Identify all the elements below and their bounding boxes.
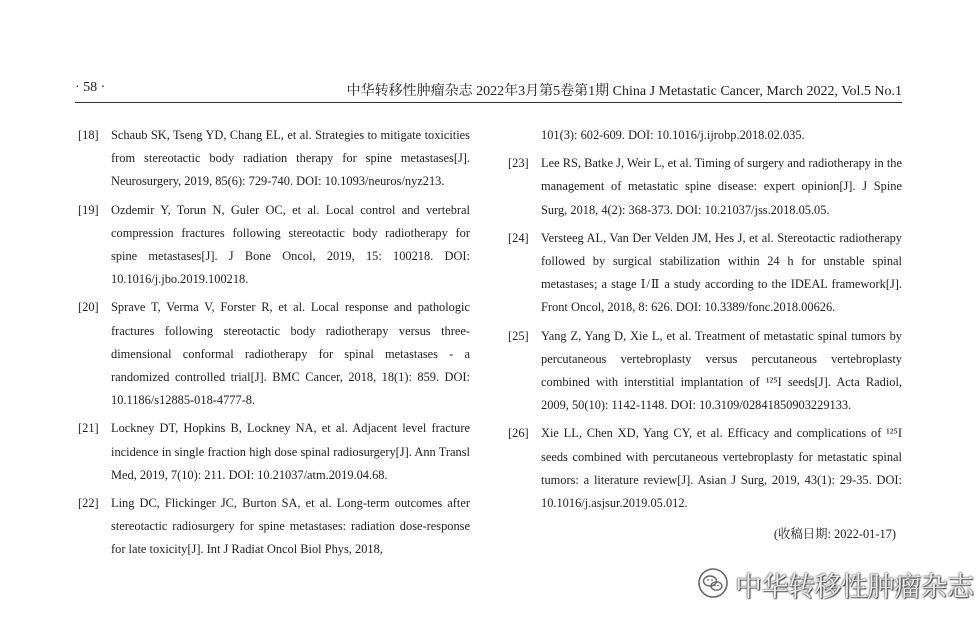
journal-citation: 中华转移性肿瘤杂志 2022年3月第5卷第1期 China J Metastatic Cancer, March 2022, Vol.5 No.1 [346,84,902,99]
reference-item [508,152,902,222]
reference-text: Ling DC, Flickinger JC, Burton SA, et al. Long-term outcomes after stereotactic radiosurgery for spine metastases: radiation dose-response for late toxicity[J]. Int J Radiat Oncol Biol Phys, 2018, [111,496,470,557]
reference-text: Sprave T, Verma V, Forster R, et al. Local response and pathologic fractures following stereotactic body radiotherapy versus three-dimensional conformal radiotherapy for spinal metastases - a randomized controlled trial[J]. BMC Cancer, 2018, 18(1): 859. DOI: 10.1186/s12885-018-4777-8. [111,300,470,408]
reference-number: [23] [508,156,529,171]
reference-number: [21] [78,421,99,436]
reference-number: [18] [78,128,99,142]
reference-text: Yang Z, Yang D, Xie L, et al. Treatment of metastatic spinal tumors by percutaneous vertebroplasty versus percutaneous vertebroplasty combined with interstitial implantation of ¹²⁵I seeds[J]. Acta Radiol, 2009, 50(10): 1142-1148. DOI: 10.3109/02841850903229133. [541,328,902,413]
page-number: · 58 · [75,80,106,95]
reference-item [78,296,470,412]
reference-number: [20] [78,300,99,315]
reference-continuation: 101(3): 602-609. DOI: 10.1016/j.ijrobp.2018.02.035. [541,128,805,142]
reference-number: [25] [508,328,529,343]
wechat-icon [697,567,729,599]
reference-item [78,492,470,562]
reference-item [78,124,470,194]
reference-item [78,199,470,292]
reference-number: [19] [78,202,99,217]
reference-text: Xie LL, Chen XD, Yang CY, et al. Efficacy and complications of ¹²⁵I seeds combined with percutaneous vertebroplasty for metastatic spinal tumors: a literature review[J]. Asian J Surg, 2019, 43(1): 29-35. DOI: 10.1016/j.asjsur.2019.05.012. [541,426,902,511]
right-column [508,124,902,546]
left-column [78,124,470,562]
reference-text: Lockney DT, Hopkins B, Lockney NA, et al. Adjacent level fracture incidence in single fraction high dose spinal radiosurgery[J]. Ann Transl Med, 2019, 7(10): 211. DOI: 10.21037/atm.2019.04.68. [111,421,470,482]
received-date: (收稿日期: 2022-01-17) [773,527,896,542]
header-rule [75,102,902,103]
reference-number: [24] [508,230,529,245]
reference-text: Schaub SK, Tseng YD, Chang EL, et al. Strategies to mitigate toxicities from stereotactic body radiation therapy for spine metastases[J]. Neurosurgery, 2019, 85(6): 729-740. DOI: 10.1093/neuros/nyz213. [111,128,470,189]
reference-number: [22] [78,496,99,511]
reference-number: [26] [508,426,529,441]
reference-text: Versteeg AL, Van Der Velden JM, Hes J, et al. Stereotactic radiotherapy followed by surgical stabilization within 24 h for unstable spinal metastases; a stage Ⅰ/Ⅱ a study according to the IDEAL framework[J]. Front Oncol, 2018, 8: 626. DOI: 10.3389/fonc.2018.00626. [541,230,902,315]
reference-item [508,227,902,320]
watermark-text: 中华转移性肿瘤杂志 [735,572,974,603]
wechat-watermark [697,561,974,605]
reference-text: Lee RS, Batke J, Weir L, et al. Timing of surgery and radiotherapy in the management of metastatic spine disease: expert opinion[J]. J Spine Surg, 2018, 4(2): 368-373. DOI: 10.21037/jss.2018.05.05. [541,156,902,217]
reference-item [78,417,470,487]
reference-text: Ozdemir Y, Torun N, Guler OC, et al. Local control and vertebral compression fractures following stereotactic body radiotherapy for spine metastases[J]. J Bone Oncol, 2019, 15: 100218. DOI: 10.1016/j.jbo.2019.100218. [111,202,470,287]
reference-item [508,422,902,515]
running-header [75,72,902,102]
reference-item [508,325,902,418]
